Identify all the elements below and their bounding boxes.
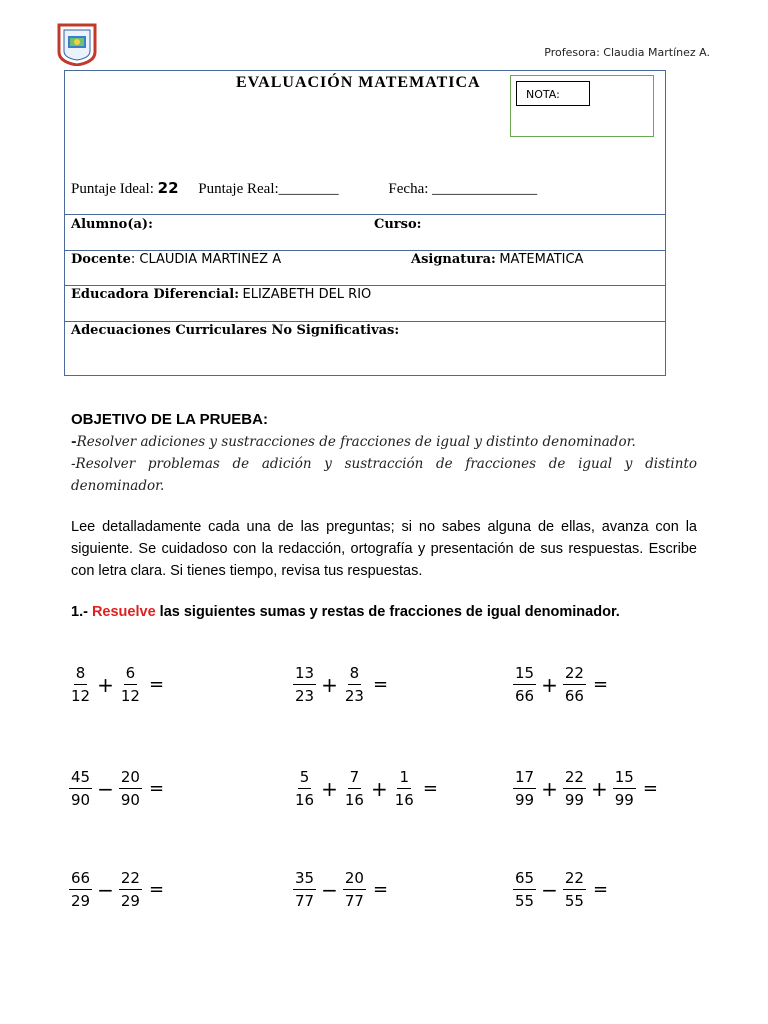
minus-sign: − (321, 877, 338, 902)
fraction (119, 664, 142, 705)
equals-sign: = (592, 674, 609, 695)
minus-sign: − (97, 877, 114, 902)
exercise-expression (510, 664, 608, 705)
denominator: 12 (71, 687, 91, 705)
exercise-expression (290, 664, 388, 705)
numerator: 20 (343, 869, 366, 890)
fraction (293, 768, 316, 809)
grade-label: NOTA: (516, 81, 590, 106)
fraction (563, 768, 586, 809)
numerator: 22 (119, 869, 142, 890)
exercise-expression (510, 768, 658, 809)
denominator: 66 (564, 687, 584, 705)
equals-sign: = (148, 879, 165, 900)
equals-sign: = (592, 879, 609, 900)
denominator: 99 (564, 791, 584, 809)
date-field[interactable]: Fecha: ______________ (388, 181, 538, 197)
denominator: 16 (295, 791, 315, 809)
minus-sign: − (97, 776, 114, 801)
numerator: 5 (298, 768, 312, 789)
denominator: 29 (71, 892, 91, 910)
differential-educator-row (71, 287, 371, 303)
equals-sign: = (148, 778, 165, 799)
numerator: 22 (563, 768, 586, 789)
numerator: 13 (293, 664, 316, 685)
exercise-expression (290, 869, 388, 910)
numerator: 8 (74, 664, 88, 685)
denominator: 23 (295, 687, 315, 705)
denominator: 16 (344, 791, 364, 809)
question-1-prompt (71, 604, 620, 620)
differential-educator-label: Educadora Diferencial: (71, 287, 240, 302)
plus-sign: + (541, 776, 558, 801)
fraction (119, 869, 142, 910)
real-score-field[interactable]: Puntaje Real:________ (198, 181, 339, 197)
numerator: 7 (348, 768, 362, 789)
fraction (343, 664, 366, 705)
plus-sign: + (97, 672, 114, 697)
fraction (513, 664, 536, 705)
equals-sign: = (372, 674, 389, 695)
curricular-adaptations-field[interactable] (71, 323, 399, 339)
exercise-expression (66, 664, 164, 705)
numerator: 6 (124, 664, 138, 685)
fraction (513, 869, 536, 910)
denominator: 29 (120, 892, 140, 910)
student-field[interactable] (71, 217, 153, 233)
equals-sign: = (422, 778, 438, 799)
denominator: 90 (71, 791, 91, 809)
numerator: 15 (613, 768, 636, 789)
equals-sign: = (642, 778, 658, 799)
fraction (119, 768, 142, 809)
numerator: 1 (397, 768, 411, 789)
objective-line-1 (71, 431, 697, 453)
exercise-expression (66, 869, 164, 910)
teacher-label: Docente (71, 252, 131, 267)
question-number: 1.- (71, 604, 92, 620)
teacher-name: Profesora: Claudia Martínez A. (544, 46, 710, 59)
ideal-score-value: 22 (157, 179, 179, 197)
plus-sign: + (370, 776, 388, 801)
denominator: 77 (295, 892, 315, 910)
question-text: las siguientes sumas y restas de fracciones de igual denominador. (155, 604, 620, 620)
instructions-paragraph: Lee detalladamente cada una de las preguntas; si no sabes alguna de ellas, avanza con la siguiente. Se cuidadoso con la redacción, ortografía y presentación de sus respuestas. Escribe con letra clara. Si tienes tiempo, revisa tus respuestas. (71, 519, 697, 579)
teacher-row (71, 252, 281, 268)
numerator: 45 (69, 768, 92, 789)
numerator: 15 (513, 664, 536, 685)
course-field[interactable] (374, 217, 421, 233)
numerator: 22 (563, 869, 586, 890)
equals-sign: = (372, 879, 389, 900)
exercise-expression (66, 768, 164, 809)
teacher-value: : CLAUDIA MARTINEZ A (130, 252, 282, 267)
row-divider (64, 285, 666, 286)
score-line (71, 179, 537, 198)
fraction (343, 768, 366, 809)
page-title: EVALUACIÓN MATEMATICA (236, 74, 481, 91)
numerator: 20 (119, 768, 142, 789)
fraction (69, 869, 92, 910)
fraction (293, 664, 316, 705)
objective-line-1-text: Resolver adiciones y sustracciones de fracciones de igual y distinto denominador. (76, 434, 636, 450)
row-divider (64, 321, 666, 322)
fraction (563, 869, 586, 910)
exercise-expression (290, 768, 438, 809)
objective-line-2: -Resolver problemas de adición y sustracción de fracciones de igual y distinto denominador. (71, 456, 697, 494)
numerator: 22 (563, 664, 586, 685)
differential-educator-value: ELIZABETH DEL RIO (242, 287, 372, 302)
denominator: 55 (515, 892, 535, 910)
plus-sign: + (541, 672, 558, 697)
denominator: 90 (120, 791, 140, 809)
school-crest-logo (56, 22, 98, 66)
denominator: 99 (515, 791, 535, 809)
numerator: 17 (513, 768, 536, 789)
row-divider (64, 214, 666, 215)
minus-sign: − (541, 877, 558, 902)
numerator: 35 (293, 869, 316, 890)
objective-title: OBJETIVO DE LA PRUEBA: (71, 411, 268, 428)
denominator: 16 (394, 791, 414, 809)
fraction (293, 869, 316, 910)
denominator: 23 (344, 687, 364, 705)
fraction (69, 768, 92, 809)
student-label: Alumno(a): (71, 217, 153, 232)
fraction (613, 768, 636, 809)
subject-value: MATEMATICA (499, 252, 584, 267)
denominator: 55 (564, 892, 584, 910)
fraction (69, 664, 92, 705)
plus-sign: + (590, 776, 608, 801)
numerator: 65 (513, 869, 536, 890)
plus-sign: + (321, 672, 338, 697)
subject-row (411, 252, 583, 268)
denominator: 12 (120, 687, 140, 705)
question-keyword: Resuelve (91, 604, 156, 620)
denominator: 77 (344, 892, 364, 910)
ideal-score-label: Puntaje Ideal: (71, 181, 154, 197)
fraction (343, 869, 366, 910)
fraction (563, 664, 586, 705)
subject-label: Asignatura: (411, 252, 496, 267)
numerator: 66 (69, 869, 92, 890)
numerator: 8 (348, 664, 362, 685)
row-divider (64, 250, 666, 251)
denominator: 66 (515, 687, 535, 705)
fraction (393, 768, 416, 809)
equals-sign: = (148, 674, 165, 695)
exercise-expression (510, 869, 608, 910)
objective-dash: - (71, 434, 77, 450)
plus-sign: + (321, 776, 338, 801)
course-label: Curso: (374, 217, 422, 232)
curricular-adaptations-label: Adecuaciones Curriculares No Significativas: (71, 323, 400, 338)
fraction (513, 768, 536, 809)
denominator: 99 (614, 791, 634, 809)
